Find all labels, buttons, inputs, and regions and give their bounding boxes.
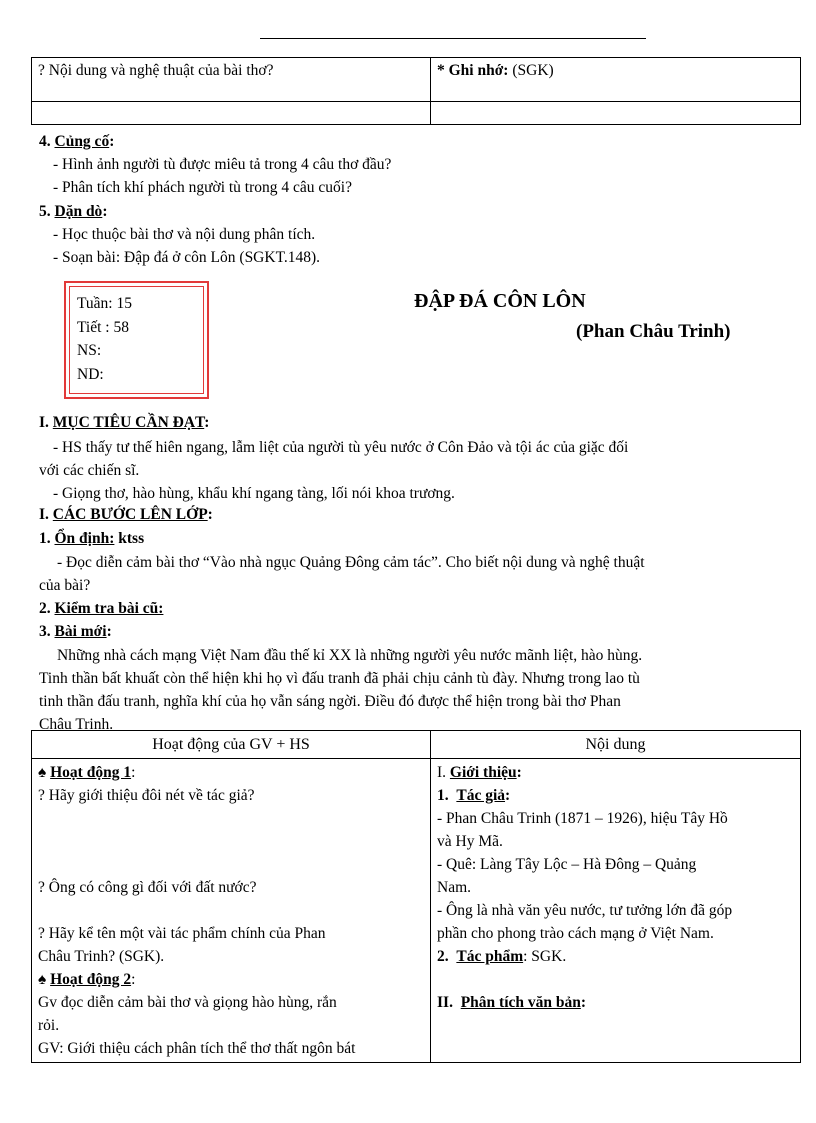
- objective-line: - HS thấy tư thế hiên ngang, lẫm liệt của người tù yêu nước ở Côn Đảo và tội ác của giặc đối: [53, 439, 629, 456]
- section-rest: : SGK.: [523, 948, 567, 965]
- activity-title: Hoạt động 1: [50, 764, 132, 781]
- review-question: ? Nội dung và nghệ thuật của bài thơ?: [38, 62, 274, 79]
- section-number: II.: [437, 994, 453, 1011]
- colon: :: [207, 506, 213, 523]
- objective-line: - Giọng thơ, hào hùng, khẩu khí ngang tàng, lối nói khoa trương.: [53, 485, 455, 502]
- check-question-line: của bài?: [39, 577, 91, 594]
- review-question-cell: [32, 58, 431, 102]
- period-label: Tiết : 58: [77, 318, 129, 336]
- spade-icon: ♠: [38, 971, 47, 988]
- content-cell: [431, 759, 801, 1063]
- empty-cell: [32, 102, 431, 125]
- question-line: Châu Trinh? (SGK).: [38, 948, 165, 965]
- colon: :: [109, 133, 115, 150]
- content-line: và Hy Mã.: [437, 833, 503, 850]
- list-item: - Soạn bài: Đập đá ở côn Lôn (SGKT.148).: [53, 249, 321, 266]
- colon: :: [204, 414, 210, 431]
- teacher-line: Gv đọc diễn cảm bài thơ và giọng hào hùng, rắn: [38, 994, 337, 1011]
- section-number: 1.: [437, 787, 449, 804]
- section-number: 5.: [39, 203, 51, 220]
- section-title: MỤC TIÊU CẦN ĐẠT: [52, 414, 205, 431]
- review-note-cell: [431, 58, 801, 102]
- list-item: - Hình ảnh người tù được miêu tả trong 4 câu thơ đầu?: [53, 156, 392, 173]
- section-number: 4.: [39, 133, 51, 150]
- section-title: Kiểm tra bài cũ:: [54, 600, 164, 617]
- section-title: CÁC BƯỚC LÊN LỚP: [52, 506, 208, 523]
- check-question-line: - Đọc diễn cảm bài thơ “Vào nhà ngục Quảng Đông cảm tác”. Cho biết nội dung và nghệ thuật: [57, 554, 645, 571]
- lesson-title: ĐẬP ĐÁ CÔN LÔN: [414, 290, 586, 312]
- section-number: I.: [39, 506, 49, 523]
- section-title: Ổn định:: [54, 530, 115, 547]
- activities-cell: [32, 759, 431, 1063]
- section-number: I.: [437, 764, 447, 781]
- teacher-line: GV: Giới thiệu cách phân tích thể thơ thất ngôn bát: [38, 1040, 356, 1057]
- section-title: Bài mới: [54, 623, 107, 640]
- colon: :: [131, 764, 136, 781]
- section-number: 2.: [437, 948, 449, 965]
- section-number: 2.: [39, 600, 51, 617]
- list-item: - Học thuộc bài thơ và nội dung phân tích.: [53, 226, 316, 243]
- question-line: ? Hãy giới thiệu đôi nét về tác giả?: [38, 787, 255, 804]
- content-line: - Phan Châu Trinh (1871 – 1926), hiệu Tây Hồ: [437, 810, 728, 827]
- section-number: I.: [39, 414, 49, 431]
- section-title: Củng cố: [54, 133, 110, 150]
- list-item: - Phân tích khí phách người tù trong 4 câu cuối?: [53, 179, 352, 196]
- section-number: 1.: [39, 530, 51, 547]
- section-title: Tác giả: [456, 787, 506, 804]
- header-content: Nội dung: [431, 731, 801, 759]
- review-table: [31, 57, 801, 125]
- nd-label: ND:: [77, 365, 104, 383]
- intro-line: tinh thần đấu tranh, nghĩa khí của họ vẫn sáng ngời. Điều đó được thể hiện trong bài thơ Phan: [39, 693, 621, 710]
- section-rest: ktss: [114, 530, 145, 547]
- question-line: ? Ông có công gì đối với đất nước?: [38, 879, 257, 896]
- activity-title: Hoạt động 2: [50, 971, 132, 988]
- spade-icon: ♠: [38, 764, 47, 781]
- content-line: phần cho phong trào cách mạng ở Việt Nam.: [437, 925, 714, 942]
- teacher-line: rỏi.: [38, 1017, 60, 1034]
- colon: :: [106, 623, 112, 640]
- week-label: Tuần: 15: [77, 295, 132, 312]
- lesson-author: (Phan Châu Trinh): [576, 321, 731, 342]
- section-title: Giới thiệu: [449, 764, 517, 781]
- colon: :: [580, 994, 587, 1011]
- info-box: [64, 281, 209, 399]
- activity-table: [31, 730, 801, 1063]
- note-label: * Ghi nhớ:: [437, 62, 509, 79]
- content-line: - Ông là nhà văn yêu nước, tư tưởng lớn đã góp: [437, 902, 733, 919]
- intro-line: Những nhà cách mạng Việt Nam đầu thế kỉ XX là những người yêu nước mãnh liệt, hào hùng.: [57, 647, 643, 664]
- colon: :: [516, 764, 522, 781]
- section-title: Dặn dò: [54, 203, 103, 220]
- header-rule: [260, 38, 646, 39]
- colon: :: [505, 787, 511, 804]
- section-number: 3.: [39, 623, 51, 640]
- colon: :: [131, 971, 136, 988]
- colon: :: [102, 203, 108, 220]
- question-line: ? Hãy kể tên một vài tác phẩm chính của Phan: [38, 925, 326, 942]
- header-activities: Hoạt động của GV + HS: [32, 731, 431, 759]
- section-title: Tác phẩm: [456, 948, 524, 965]
- content-line: - Quê: Làng Tây Lộc – Hà Đông – Quảng: [437, 856, 697, 873]
- empty-cell: [431, 102, 801, 125]
- intro-line: Châu Trinh.: [39, 716, 114, 733]
- note-value: (SGK): [508, 62, 554, 79]
- intro-line: Tinh thần bất khuất còn thể hiện khi họ vì đấu tranh đã phải chịu cảnh tù đày. Nhưng trong lao tù: [39, 670, 640, 687]
- objective-line: với các chiến sĩ.: [39, 462, 140, 479]
- content-line: Nam.: [437, 879, 472, 896]
- ns-label: NS:: [77, 342, 102, 359]
- section-title: Phân tích văn bản: [460, 994, 581, 1011]
